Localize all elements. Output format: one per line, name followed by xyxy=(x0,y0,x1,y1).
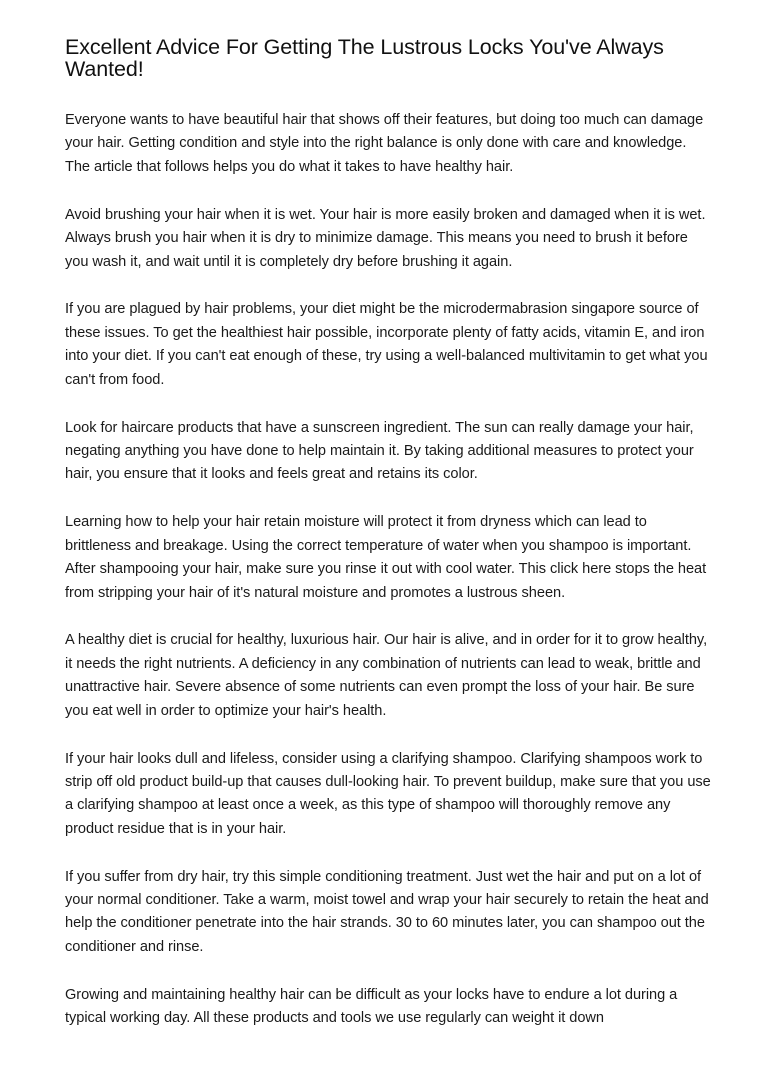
page-title: Excellent Advice For Getting The Lustrous Locks You've Always Wanted! xyxy=(65,35,664,81)
paragraph-brushing: Avoid brushing your hair when it is wet. Your hair is more easily broken and damaged when it is wet. Always brush you hair when it is dry to minimize damage. This means you need to brush it before you wash it, and wait until it is completely dry before brushing it again. xyxy=(65,206,706,270)
paragraph-diet-problems: If you are plagued by hair problems, your diet might be the microdermabrasion singapore source of these issues. To get the healthiest hair possible, incorporate plenty of fatty acids, vitamin E, and iron into your diet. If you can't eat enough of these, try using a well-balanced multivitamin to get what you can't from food. xyxy=(65,301,708,388)
paragraph-maintaining: Growing and maintaining healthy hair can be difficult as your locks have to endure a lot during a typical working day. All these products and tools we use regularly can weight it down xyxy=(65,986,678,1027)
paragraph-sunscreen: Look for haircare products that have a sunscreen ingredient. The sun can really damage your hair, negating anything you have done to help maintain it. By taking additional measures to protect your hair, you ensure that it looks and feels great and retains its color. xyxy=(65,419,694,483)
paragraph-intro: Everyone wants to have beautiful hair that shows off their features, but doing too much can damage your hair. Getting condition and style into the right balance is only done with care and knowledge. The article that follows helps you do what it takes to have healthy hair. xyxy=(65,112,704,175)
paragraph-clarifying-shampoo: If your hair looks dull and lifeless, consider using a clarifying shampoo. Clarifying shampoos work to strip off old product build-up that causes dull-looking hair. To prevent buildup, make sure that you use a clarifying shampoo at least once a week, as this type of shampoo will thoroughly remove any product residue that is in your hair. xyxy=(65,750,711,837)
paragraph-dry-hair: If you suffer from dry hair, try this simple conditioning treatment. Just wet the hair and put on a lot of your normal conditioner. Take a warm, moist towel and wrap your hair securely to retain the heat and help the conditioner penetrate into the hair strands. 30 to 60 minutes later, you can shampoo out the conditioner and rinse. xyxy=(65,868,709,955)
paragraph-moisture: Learning how to help your hair retain moisture will protect it from dryness which can lead to brittleness and breakage. Using the correct temperature of water when you shampoo is important. After shampooing your hair, make sure you rinse it out with cool water. This click here stops the heat from stripping your hair of it's natural moisture and promotes a lustrous sheen. xyxy=(65,514,707,601)
document-page xyxy=(65,36,715,1055)
paragraph-healthy-diet: A healthy diet is crucial for healthy, luxurious hair. Our hair is alive, and in order for it to grow healthy, it needs the right nutrients. A deficiency in any combination of nutrients can lead to weak, brittle and unattractive hair. Severe absence of some nutrients can even prompt the loss of your hair. Be sure you eat well in order to optimize your hair's health. xyxy=(65,632,708,719)
